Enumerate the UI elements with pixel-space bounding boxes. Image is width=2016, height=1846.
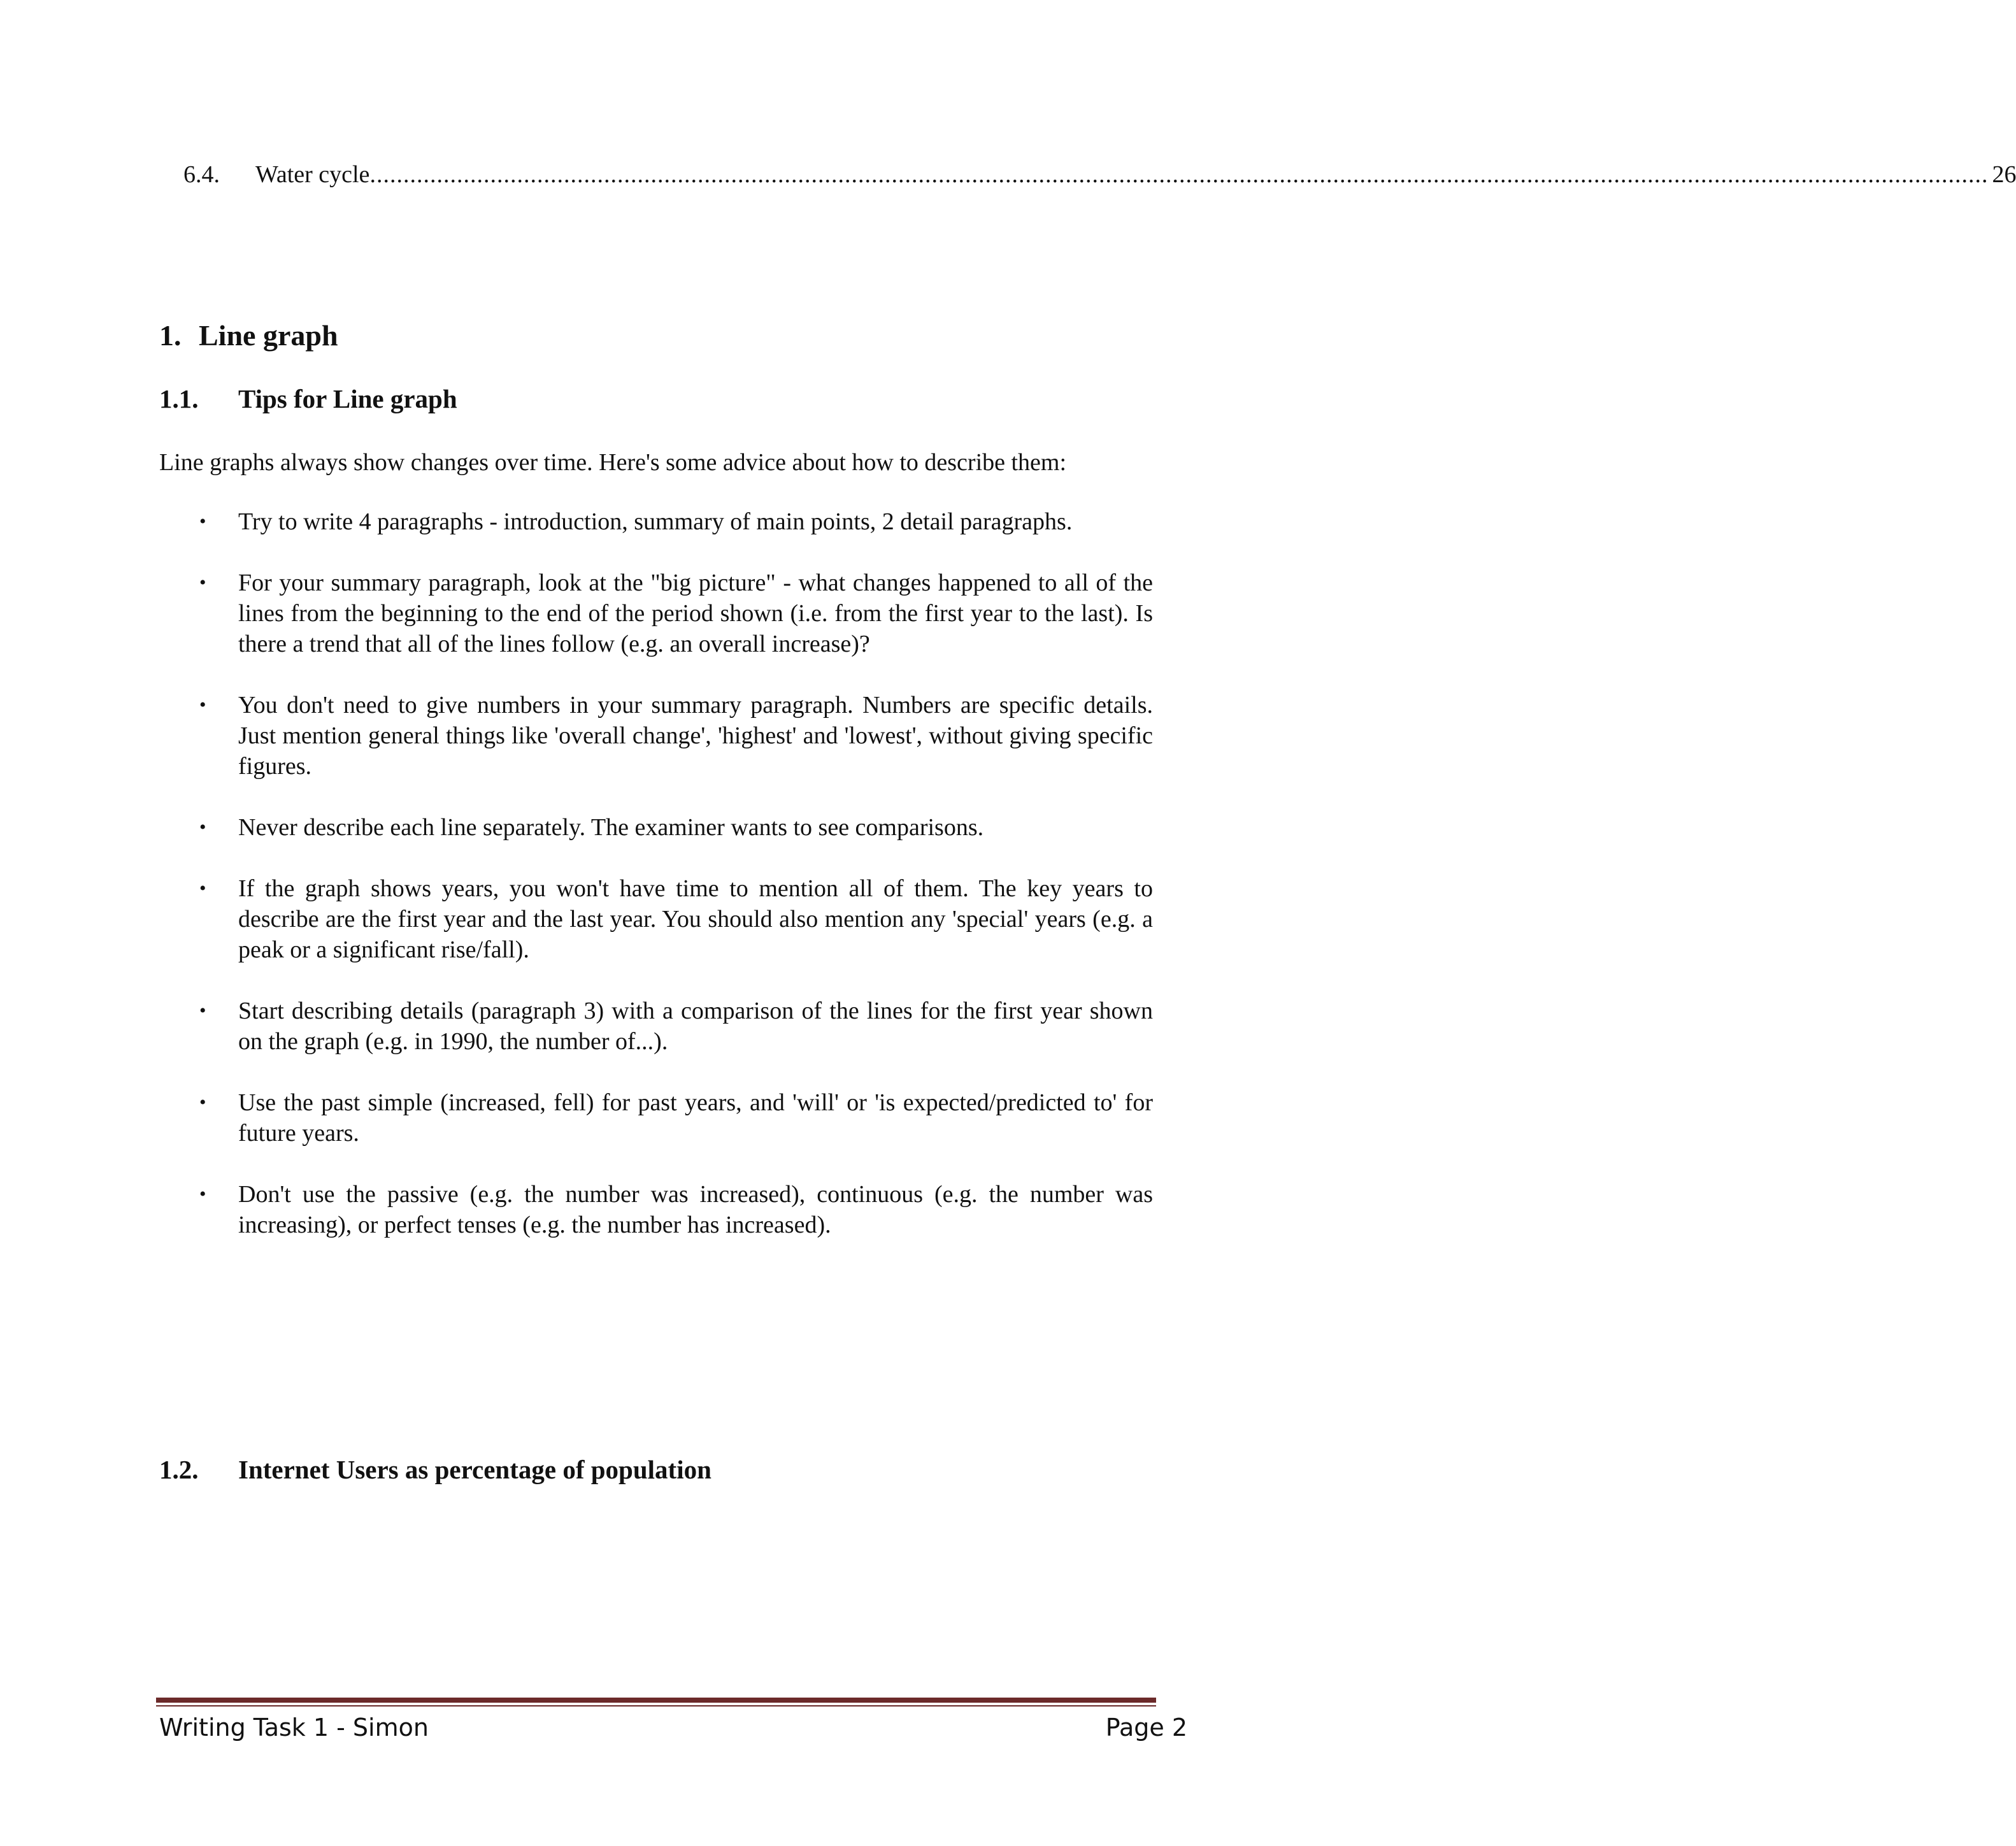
toc-entry-title: Water cycle — [255, 161, 370, 188]
toc-entry-water-cycle[interactable] — [183, 158, 2016, 191]
toc-leader-dots: .................................................................................................................................................................................................................................................. — [369, 161, 1989, 188]
bullet-icon: • — [199, 1092, 206, 1113]
list-item-text: You don't need to give numbers in your summary paragraph. Numbers are specific details. Just mention general things like 'overall change', 'highest' and 'lowest', without giving specific figures. — [238, 692, 1153, 780]
list-item-text: Never describe each line separately. The examiner wants to see comparisons. — [238, 814, 984, 841]
toc-entry-page: 26 — [1992, 161, 2016, 188]
list-item-text: If the graph shows years, you won't have time to mention all of them. The key years to describe are the first year and the last year. You should also mention any 'special' years (e.g. a peak or a significant rise/fall). — [238, 875, 1153, 963]
list-item — [159, 568, 1153, 659]
list-item-text: For your summary paragraph, look at the "big picture" - what changes happened to all of the lines from the beginning to the end of the period shown (i.e. from the first year to the last). Is there a trend that all of the lines follow (e.g. an overall increase)? — [238, 569, 1153, 657]
heading-number: 1. — [159, 319, 182, 352]
list-item — [159, 1087, 1153, 1148]
bullet-icon: • — [199, 1184, 206, 1205]
tips-list — [159, 506, 1153, 1271]
footer-divider-thin — [156, 1705, 1156, 1706]
list-item — [159, 996, 1153, 1057]
heading-title: Line graph — [199, 319, 338, 352]
footer-page-number: Page 2 — [1105, 1714, 1187, 1742]
intro-paragraph: Line graphs always show changes over time. Here's some advice about how to describe them: — [159, 449, 1067, 476]
list-item — [159, 1179, 1153, 1240]
list-item — [159, 812, 1153, 843]
list-item — [159, 690, 1153, 782]
bullet-icon: • — [199, 817, 206, 838]
heading-internet-users — [159, 1452, 711, 1487]
list-item — [159, 873, 1153, 965]
heading-line-graph — [159, 317, 338, 355]
list-item — [159, 506, 1153, 537]
bullet-icon: • — [199, 572, 206, 593]
bullet-icon: • — [199, 511, 206, 532]
heading-tips-for-line-graph — [159, 381, 457, 417]
toc-entry-number: 6.4. — [183, 161, 220, 188]
list-item-text: Don't use the passive (e.g. the number was increased), continuous (e.g. the number was increasing), or perfect tenses (e.g. the number has increased). — [238, 1181, 1153, 1238]
bullet-icon: • — [199, 694, 206, 715]
bullet-icon: • — [199, 878, 206, 899]
footer-divider-thick — [156, 1698, 1156, 1703]
list-item-text: Start describing details (paragraph 3) with a comparison of the lines for the first year shown on the graph (e.g. in 1990, the number of...). — [238, 998, 1153, 1055]
heading-title: Internet Users as percentage of population — [238, 1455, 711, 1484]
heading-number: 1.1. — [159, 384, 199, 413]
heading-number: 1.2. — [159, 1455, 199, 1484]
list-item-text: Use the past simple (increased, fell) for past years, and 'will' or 'is expected/predicted to' for future years. — [238, 1089, 1153, 1147]
footer-document-title: Writing Task 1 - Simon — [159, 1714, 429, 1742]
heading-title: Tips for Line graph — [238, 384, 457, 413]
bullet-icon: • — [199, 1000, 206, 1021]
list-item-text: Try to write 4 paragraphs - introduction, summary of main points, 2 detail paragraphs. — [238, 508, 1073, 535]
